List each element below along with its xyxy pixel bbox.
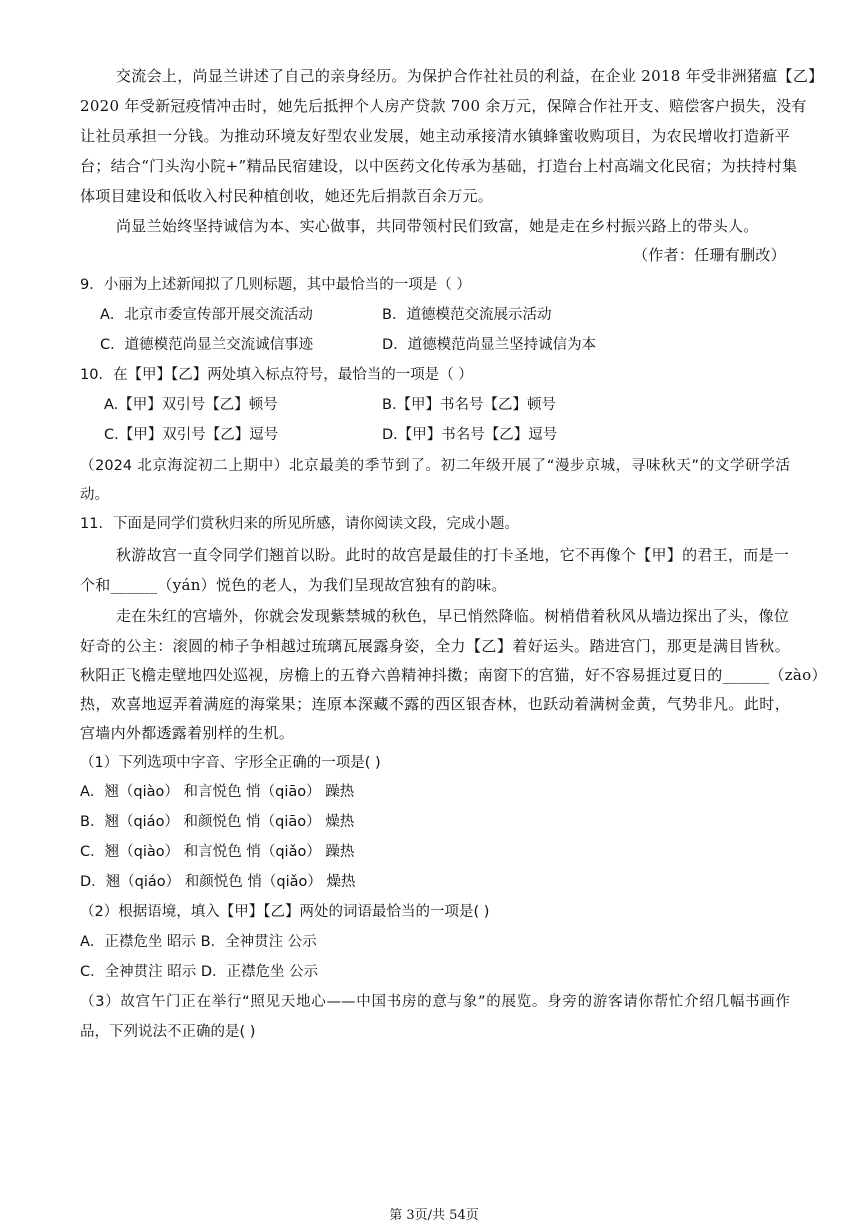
question-9-stem: 9．小丽为上述新闻拟了几则标题，其中最恰当的一项是（ ）	[80, 277, 471, 293]
page-number: 第 3页/共 54页	[389, 1208, 479, 1223]
q11-passage-line: 宫墙内外都透露着别样的生机。	[80, 724, 295, 742]
section-intro: （2024 北京海淀初二上期中）北京最美的季节到了。初二年级开展了“漫步京城，寻味秋天”的文学研学活	[80, 458, 790, 474]
q11-passage-line: 走在朱红的宫墙外，你就会发现紫禁城的秋色，早已悄然降临。树梢借着秋风从墙边探出了头，像位	[116, 607, 790, 625]
q11-sub1-stem: （1）下列选项中字音、字形全正确的一项是( )	[80, 755, 381, 771]
q11-passage-line: 个和______（yán）悦色的老人，为我们呈现故宫独有的韵味。	[80, 576, 507, 594]
question-11-stem: 11．下面是同学们赏秋归来的所见所感，请你阅读文段，完成小题。	[80, 516, 519, 532]
passage-line: 台；结合“门头沟小院+”精品民宿建设，以中医药文化传承为基础，打造台上村高端文化民宿；为扶持村集	[80, 157, 798, 175]
q10-option-c: C.【甲】双引号【乙】逗号	[104, 427, 279, 443]
q11-sub1-option-a: A．翘（qiào） 和言悦色 悄（qiāo） 躁热	[80, 784, 355, 800]
q11-passage-line: 秋阳正飞檐走壁地四处巡视，房檐上的五脊六兽精神抖擞；南窗下的宫猫，好不容易捱过夏日的______（zào）	[80, 666, 827, 684]
q11-sub2-options-ab: A．正襟危坐 昭示 B．全神贯注 公示	[80, 934, 317, 950]
q9-option-a: A．北京市委宣传部开展交流活动	[100, 307, 313, 323]
q9-option-c: C．道德模范尚显兰交流诚信事迹	[100, 337, 314, 353]
q11-sub1-option-b: B．翘（qiáo） 和颜悦色 悄（qiāo） 燥热	[80, 814, 355, 830]
q9-option-d: D．道德模范尚显兰坚持诚信为本	[382, 337, 597, 353]
q11-sub3-stem-cont: 品，下列说法不正确的是( )	[80, 1024, 256, 1040]
passage-line: 让社员承担一分钱。为推动环境友好型农业发展，她主动承接清水镇蜂蜜收购项目，为农民增收打造新平	[80, 127, 790, 145]
q11-sub2-stem: （2）根据语境，填入【甲】【乙】两处的词语最恰当的一项是( )	[80, 904, 490, 920]
passage-line: 交流会上，尚显兰讲述了自己的亲身经历。为保护合作社社员的利益，在企业 2018 年受非洲猪瘟【乙】	[116, 67, 824, 85]
question-10-stem: 10．在【甲】【乙】两处填入标点符号，最恰当的一项是（ ）	[80, 367, 473, 383]
author-note: （作者：任珊有删改）	[632, 246, 786, 264]
q11-sub2-options-cd: C．全神贯注 昭示 D．正襟危坐 公示	[80, 964, 319, 980]
q11-passage-line: 好奇的公主：滚圆的柿子争相越过琉璃瓦展露身姿，全力【乙】着好运头。踏进宫门，那更是满目皆秋。	[80, 637, 790, 655]
q11-sub3-stem: （3）故宫午门正在举行“照见天地心——中国书房的意与象”的展览。身旁的游客请你帮忙介绍几幅书画作	[80, 994, 790, 1010]
passage-line: 体项目建设和低收入村民种植创收，她还先后捐款百余万元。	[80, 187, 494, 205]
q11-sub1-option-d: D．翘（qiáo） 和颜悦色 悄（qiǎo） 燥热	[80, 874, 356, 890]
passage-line: 2020 年受新冠疫情冲击时，她先后抵押个人房产贷款 700 余万元，保障合作社开支、赔偿客户损失，没有	[80, 97, 807, 115]
q11-passage-line: 热，欢喜地逗弄着满庭的海棠果；连原本深藏不露的西区银杏林，也跃动着满树金黄，气势非凡。此时，	[80, 695, 790, 713]
q10-option-d: D.【甲】书名号【乙】逗号	[382, 427, 558, 443]
q10-option-a: A.【甲】双引号【乙】顿号	[104, 397, 278, 413]
section-intro-cont: 动。	[80, 487, 109, 503]
passage-line: 尚显兰始终坚持诚信为本、实心做事，共同带领村民们致富，她是走在乡村振兴路上的带头人。	[116, 217, 759, 235]
q9-option-b: B．道德模范交流展示活动	[382, 307, 552, 323]
q11-sub1-option-c: C．翘（qiào） 和言悦色 悄（qiǎo） 躁热	[80, 844, 355, 860]
q10-option-b: B.【甲】书名号【乙】顿号	[382, 397, 557, 413]
q11-passage-line: 秋游故宫一直令同学们翘首以盼。此时的故宫是最佳的打卡圣地，它不再像个【甲】的君王，而是一	[116, 546, 790, 564]
